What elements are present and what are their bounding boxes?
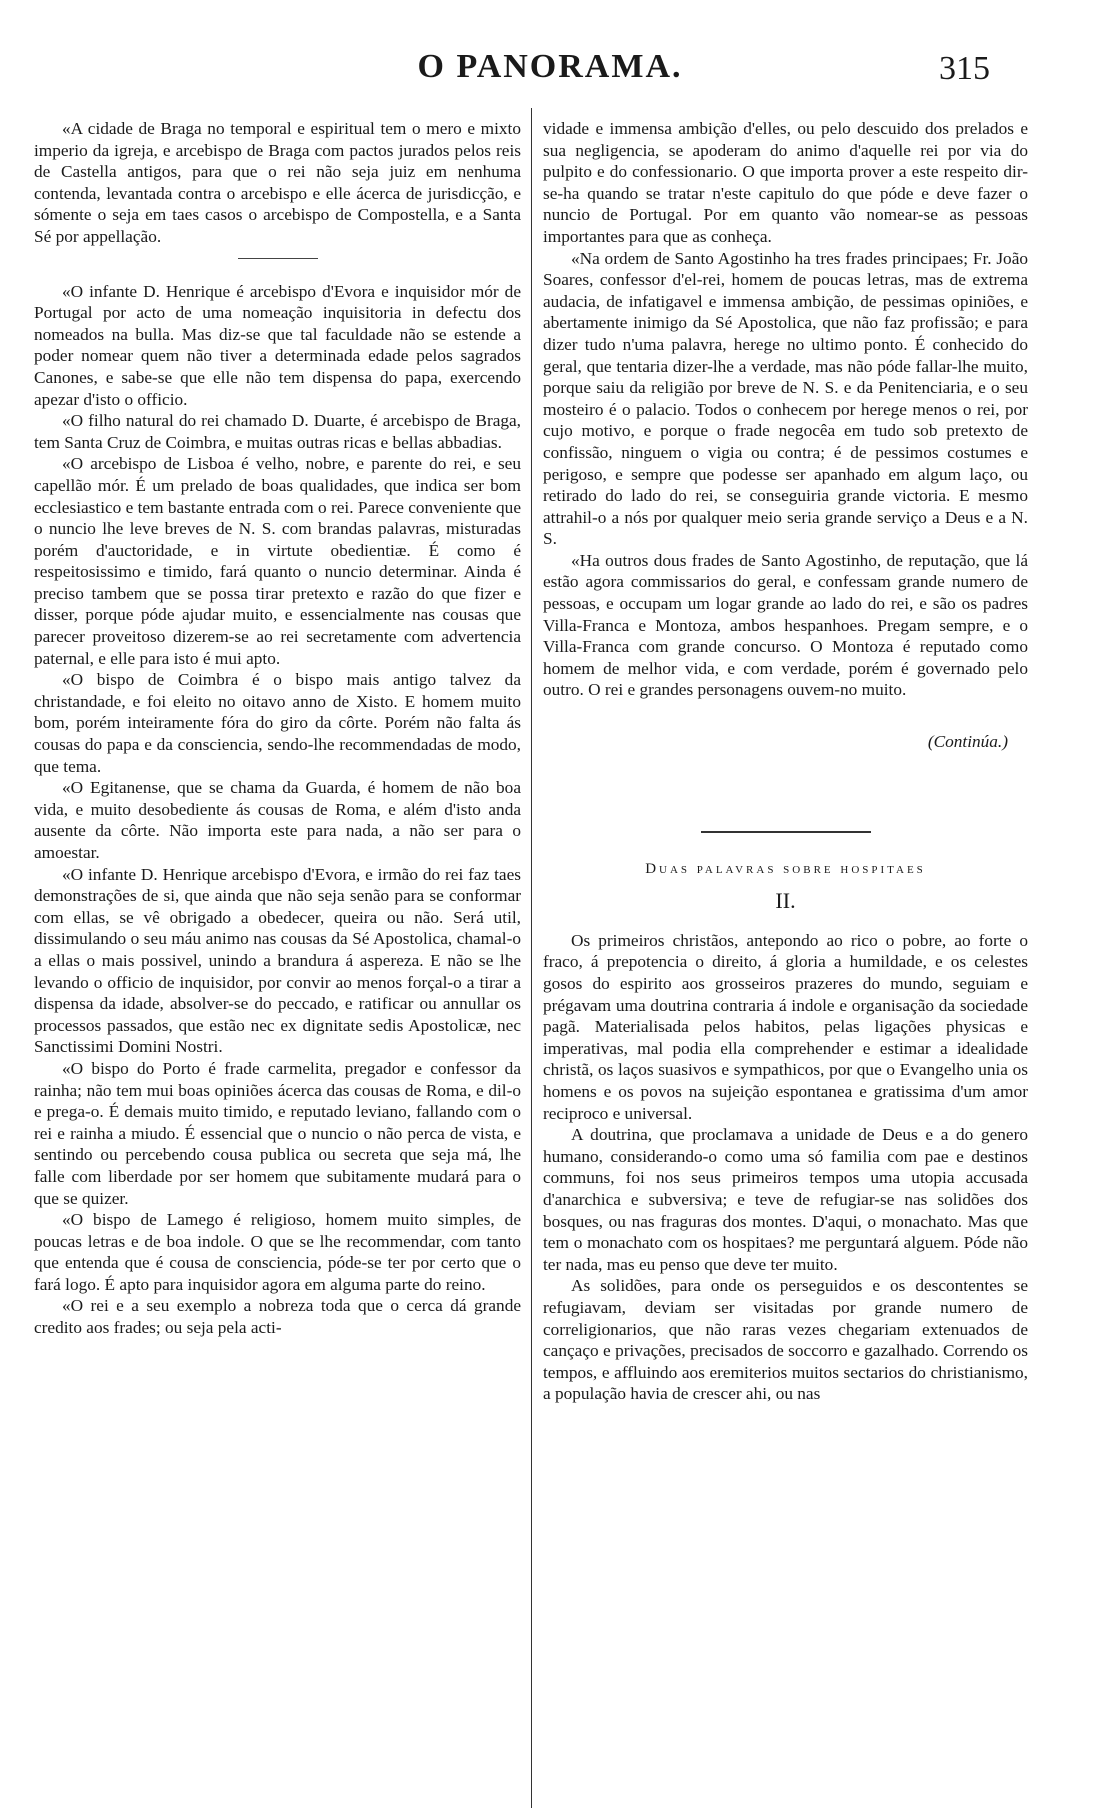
paragraph-braga: «A cidade de Braga no temporal e espiritual tem o mero e mixto imperio da igreja, e arcebispo de Braga com pactos jurados pelos reis de Castella antigos, para que o rei não seja juiz em nenhuma contenda, levantada contra o arcebispo e elle ácerca de jurisdicção, e sómente o seja em taes casos o arcebispo de Compostella, e a Santa Sé por appellação. — [34, 119, 521, 246]
paragraph-porto: «O bispo do Porto é frade carmelita, pregador e confessor da rainha; não tem mui boas opiniões ácerca das cousas de Roma, e dil-o e prega-o. É demais muito timido, e reputado leviano, fallando com o rei e rainha a miudo. É essencial que o nuncio o não perca de vista, e sentindo ou percebendo cousa publica ou secreta que seja má, lhe falle com liberdade por ser homem que subitamente mudará para o que se quizer. — [34, 1058, 521, 1208]
paragraph-lisboa: «O arcebispo de Lisboa é velho, nobre, e parente do rei, e seu capellão mór. É um prelado de boas qualidades, que indica ser bom ecclesiastico e tem bastante entrada com o rei. Parece conveniente que o nuncio lhe leve breves de N. S. com brandas palavras, misturadas porém d'auctoridade, e in virtute obedientiæ. É como é respeitosissimo e timido, fará quanto o nuncio determinar. Ainda é preciso tambem que se possa tirar pretexto e razão do que fizer e disser, porque póde ajudar muito, e essencialmente nas cousas que parecer proveitoso dizerem-se ao rei secretamente com advertencia paternal, e elle para isto é mui apto. — [34, 454, 521, 668]
right-column — [543, 118, 1028, 1808]
paragraph-coimbra: «O bispo de Coimbra é o bispo mais antigo talvez da christandade, e foi eleito no oitavo anno de Xisto. E homem muito bom, porém inteiramente fóra do giro da côrte. Porém não falta ás cousas do papa e da consciencia, sendo-lhe recommendadas de modo, que tema. — [34, 670, 521, 776]
left-column — [34, 118, 521, 1808]
paragraph-primeiros-christaos: Os primeiros christãos, antepondo ao rico o pobre, ao forte o fraco, á prepotencia o direito, á gloria a humildade, e os celestes gosos do espirito aos grosseiros prazeres do mundo, seguiam e prégavam uma doutrina contraria á indole e organisação da sociedade pagã. Materialisada pelos habitos, pelas ligações physicas e imperativas, mal podia ella comprehender e estimar a idealidade christã, os laços suasivos e sympathicos, por que o Evangelho unia os homens e os povos na sujeição espontanea e gratissima d'um amor reciproco e universal. — [543, 930, 1028, 1123]
paragraph-solidoes: As solidões, para onde os perseguidos e os descontentes se refugiavam, deviam ser visitadas por grande numero de correligionarios, que não raras vezes chegariam extenuados de cançaço e privações, precisados de soccorro e gazalhado. Correndo os tempos, e affluindo aos eremiterios muitos sectarios do christianismo, a população havia de crescer ahi, ou nas — [543, 1276, 1028, 1404]
paragraph-doutrina: A doutrina, que proclamava a unidade de Deus e a do genero humano, considerando-o como uma só familia com pae e destinos communs, foi nos seus primeiros tempos uma utopia accusada d'anarchica e subversiva; e teve de refugiar-se nas solidões dos bosques, ou nas fraguras dos montes. D'aqui, o monachato. Mas que tem o monachato com os hospitaes? me perguntará alguem. Póde não ter nada, mas eu penso que deve ter muito. — [543, 1125, 1028, 1274]
paragraph-outros-frades: «Ha outros dous frades de Santo Agostinho, de reputação, que lá estão agora commissarios do geral, e confessam grande numero de pessoas, e occupam um logar grande ao lado do rei, e são os padres Villa-Franca e Montoza, ambos hespanhoes. Pregam sempre, e o Villa-Franca com grande concurso. O Montoza é reputado como homem de melhor vida, e com verdade, porém é governado pelo outro. O rei e grandes personagens ouvem-no muito. — [543, 550, 1028, 700]
section-title: Duas palavras sobre hospitaes — [645, 860, 926, 877]
paragraph-lamego: «O bispo de Lamego é religioso, homem muito simples, de poucas letras e de boa indole. O que se lhe recommendar, com tanto que entenda que é cousa de consciencia, póde-se ter por certo que o fará logo. É apto para inquisidor agora em alguma parte do reino. — [34, 1210, 521, 1294]
paragraph-infante-evora: «O infante D. Henrique arcebispo d'Evora, e irmão do rei faz taes demonstrações de si, que ainda que não seja senão para se conformar com ellas, se vê obrigado a obedecer, queira ou não. Será util, dissimulando o seu máu animo nas cousas da Sé Apostolica, chamal-o a ellas o mais possivel, unindo a brandura á aspereza. E não se lhe levando o officio de inquisidor, por convir ao menos forçal-o a tirar a dispensa da idade, absolver-se do peccado, e ratificar ou annullar os processos passados, que estão nec ex dignitate sedis Apostolicæ, nec Sanctissimi Domini Nostri. — [34, 864, 521, 1057]
column-divider — [531, 108, 532, 1808]
continua-note: (Continúa.) — [927, 732, 1008, 752]
paragraph-continuation: vidade e immensa ambição d'elles, ou pelo descuido dos prelados e sua negligencia, se apoderam do animo d'aquelle rei por via do pulpito e do confessionario. O que importa prover a este respeito dir-se-ha quando se tratar n'este capitulo do que póde e deve fazer o nuncio de Portugal. Por em quanto vão nomear-se as pessoas importantes para que as conheça. — [543, 119, 1028, 246]
paragraph-egitanense: «O Egitanense, que se chama da Guarda, é homem de não boa vida, e muito desobediente ás cousas de Roma, e além d'isto anda ausente da côrte. Não importa este para nada, a não ser para o amoestar. — [34, 778, 521, 862]
page-number: 315 — [939, 50, 990, 87]
short-separator — [238, 258, 318, 259]
page-header — [0, 40, 1100, 100]
section-number: II. — [775, 888, 796, 914]
section-rule — [701, 831, 871, 833]
paragraph-duarte: «O filho natural do rei chamado D. Duarte, é arcebispo de Braga, tem Santa Cruz de Coimbra, e muitas outras ricas e bellas abbadias. — [34, 411, 521, 452]
paragraph-agostinho: «Na ordem de Santo Agostinho ha tres frades principaes; Fr. João Soares, confessor d'el-rei, homem de poucas letras, mas de extrema audacia, de infatigavel e immensa ambição, de pessimas opiniões, e abertamente inimigo da Sé Apostolica, que não faz profissão; e para dizer tudo n'uma palavra, herege no ultimo ponto. É conhecido do geral, que tentaria dizer-lhe a verdade, mas não póde fallar-lhe muito, porque saiu da religião por breve de N. S. e da Penitenciaria, e o seu mosteiro é o palacio. Todos o conhecem por herege menos o rei, por cujo motivo, e porque o frade negocêa em tudo sob pretexto de confissão, ninguem o vigia ou contra; é de pessimos costumes e perigoso, e sempre que podesse ser apanhado em algum laço, ou retirado do lado do rei, se conseguiria grande victoria. E mesmo attrahil-o a nós por qualquer meio seria grande serviço a Deus e a N. S. — [543, 248, 1028, 549]
paragraph-infante-henrique: «O infante D. Henrique é arcebispo d'Evora e inquisidor mór de Portugal por acto de uma nomeação inquisitoria in defectu dos nomeados na bulla. Mas diz-se que tal faculdade não se estende a poder nomear quem não tiver a determinada edade pelos sagrados Canones, e sabe-se que elle não tem dispensa do papa, exercendo apezar d'isto o officio. — [34, 281, 521, 409]
paragraph-rei: «O rei e a seu exemplo a nobreza toda que o cerca dá grande credito aos frades; ou seja pela acti- — [34, 1296, 521, 1338]
publication-title: O PANORAMA. — [417, 48, 683, 85]
